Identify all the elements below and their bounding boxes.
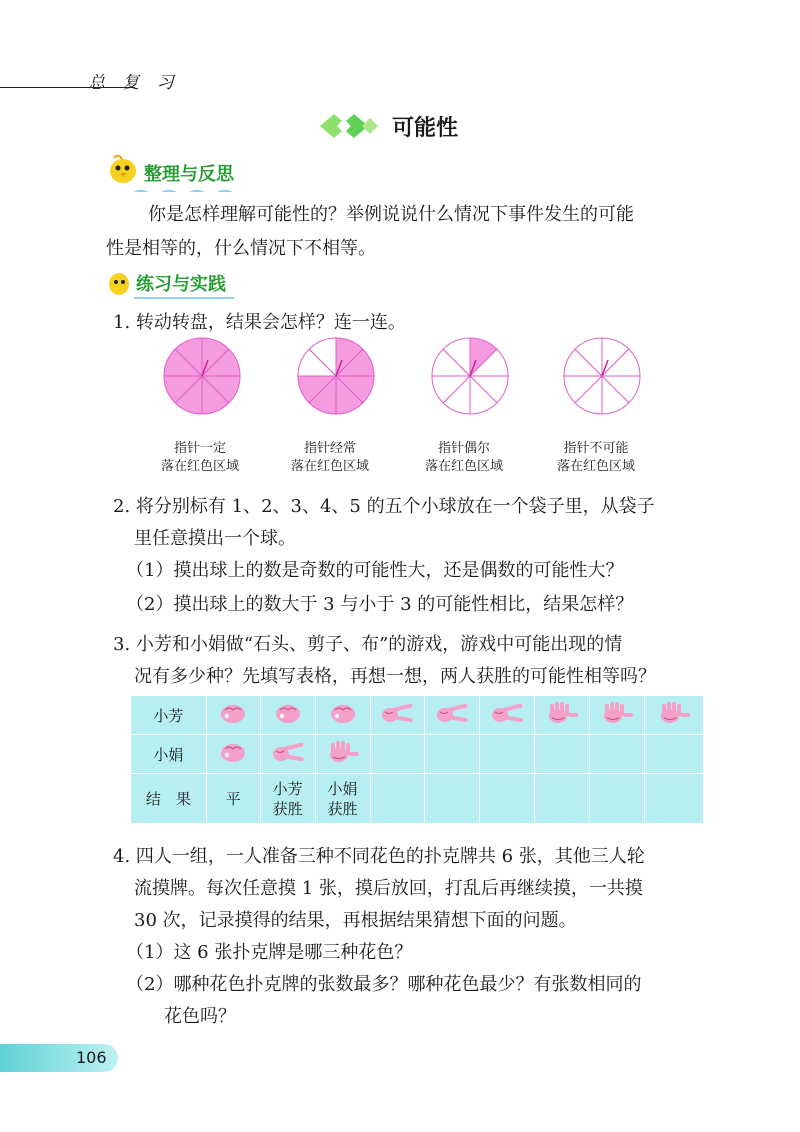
spinner-label-3 bbox=[414, 440, 514, 476]
spinner-label-4-line2: 落在红色区域 bbox=[556, 459, 635, 474]
fang-cell-3 bbox=[315, 696, 370, 735]
fang-cell-6 bbox=[480, 696, 535, 735]
q4-line-3: 30 次，记录摸得的结果，再根据结果猜想下面的问题。 bbox=[134, 910, 577, 931]
result-line-2: 获胜 bbox=[272, 799, 303, 818]
result-line-2: 获胜 bbox=[327, 799, 358, 818]
q2-sub-2: （2）摸出球上的数大于 3 与小于 3 的可能性相比，结果怎样？ bbox=[126, 594, 634, 615]
spinner-label-2-line1: 指针经常 bbox=[303, 441, 356, 456]
row-label-result: 结 果 bbox=[131, 774, 207, 824]
spinner-label-4 bbox=[546, 440, 646, 476]
spinner-label-3-line1: 指针偶尔 bbox=[437, 441, 490, 456]
juan-cell-9[interactable] bbox=[645, 735, 704, 774]
juan-cell-4[interactable] bbox=[370, 735, 425, 774]
fang-cell-7 bbox=[535, 696, 590, 735]
spinner-row bbox=[140, 336, 680, 426]
lesson-title-block bbox=[318, 110, 458, 142]
pencil-mascot-icon bbox=[106, 268, 132, 296]
rps-table bbox=[130, 695, 704, 824]
scissors-hand-icon bbox=[434, 700, 470, 726]
section-label-practice: 练习与实践 bbox=[136, 274, 226, 295]
q4-line-1: 4. 四人一组，一人准备三种不同花色的扑克牌共 6 张，其他三人轮 bbox=[113, 846, 645, 867]
header-rule bbox=[0, 87, 135, 88]
q4-line-2: 流摸牌。每次任意摸 1 张，摸后放回，打乱后再继续摸，一共摸 bbox=[134, 878, 643, 899]
result-cell-3 bbox=[315, 774, 370, 824]
juan-cell-2 bbox=[260, 735, 315, 774]
reflect-line-1: 你是怎样理解可能性的？举例说说什么情况下事件发生的可能 bbox=[148, 204, 634, 225]
q2-line-1: 2. 将分别标有 1、2、3、4、5 的五个小球放在一个袋子里，从袋子 bbox=[113, 496, 655, 517]
fang-cell-9 bbox=[645, 696, 704, 735]
spinner-rarely-icon bbox=[430, 336, 510, 416]
page-number-tab bbox=[0, 1044, 118, 1072]
result-cell-4[interactable] bbox=[370, 774, 425, 824]
row-label-fang: 小芳 bbox=[131, 696, 207, 735]
spinner-never-icon bbox=[562, 336, 642, 416]
result-cell-1 bbox=[206, 774, 260, 824]
wavy-underline bbox=[134, 189, 246, 192]
result-line-1: 平 bbox=[225, 789, 241, 808]
chapter-header: 总 复 习 bbox=[88, 73, 180, 93]
result-cell-9[interactable] bbox=[645, 774, 704, 824]
row-fang bbox=[131, 696, 704, 735]
scissors-hand-icon bbox=[379, 700, 415, 726]
fang-cell-2 bbox=[260, 696, 315, 735]
section-practice bbox=[106, 266, 226, 296]
fang-cell-1 bbox=[206, 696, 260, 735]
result-cell-7[interactable] bbox=[535, 774, 590, 824]
row-juan bbox=[131, 735, 704, 774]
fang-cell-5 bbox=[425, 696, 480, 735]
q3-line-1: 3. 小芳和小娟做“石头、剪子、布”的游戏，游戏中可能出现的情 bbox=[113, 634, 623, 655]
fang-cell-4 bbox=[370, 696, 425, 735]
result-line-1: 小娟 bbox=[327, 779, 358, 798]
spinner-label-2 bbox=[280, 440, 380, 476]
rps-table-wrap bbox=[130, 695, 704, 824]
section-reflect bbox=[106, 150, 234, 186]
spinner-always-icon bbox=[162, 336, 242, 416]
spinner-label-1-line1: 指针一定 bbox=[173, 441, 226, 456]
page-number: 106 bbox=[76, 1048, 107, 1067]
q4-sub-2b: 花色吗？ bbox=[164, 1006, 236, 1027]
juan-cell-8[interactable] bbox=[590, 735, 645, 774]
juan-cell-6[interactable] bbox=[480, 735, 535, 774]
result-cell-5[interactable] bbox=[425, 774, 480, 824]
spinner-label-4-line1: 指针不可能 bbox=[563, 441, 629, 456]
juan-cell-1 bbox=[206, 735, 260, 774]
scissors-hand-icon bbox=[489, 700, 525, 726]
diamond-ornament-icon bbox=[318, 113, 380, 139]
reflect-line-2: 性是相等的，什么情况下不相等。 bbox=[106, 238, 376, 259]
paper-hand-icon bbox=[599, 700, 635, 726]
q4-sub-2a: （2）哪种花色扑克牌的张数最多？哪种花色最少？有张数相同的 bbox=[126, 974, 642, 995]
result-cell-8[interactable] bbox=[590, 774, 645, 824]
section-underline bbox=[134, 297, 234, 299]
rock-hand-icon bbox=[215, 700, 251, 726]
row-label-juan: 小娟 bbox=[131, 735, 207, 774]
rock-hand-icon bbox=[270, 700, 306, 726]
q1-text: 1. 转动转盘，结果会怎样？连一连。 bbox=[113, 312, 406, 333]
result-line-1: 小芳 bbox=[272, 779, 303, 798]
rock-hand-icon bbox=[325, 700, 361, 726]
paper-hand-icon bbox=[325, 739, 361, 765]
q4-sub-1: （1）这 6 张扑克牌是哪三种花色？ bbox=[126, 942, 413, 963]
result-cell-2 bbox=[260, 774, 315, 824]
section-label-reflect: 整理与反思 bbox=[144, 164, 234, 185]
spinner-label-1-line2: 落在红色区域 bbox=[160, 459, 239, 474]
spinner-label-2-line2: 落在红色区域 bbox=[290, 459, 369, 474]
q2-sub-1: （1）摸出球上的数是奇数的可能性大，还是偶数的可能性大？ bbox=[126, 560, 624, 581]
spinner-often-icon bbox=[296, 336, 376, 416]
juan-cell-7[interactable] bbox=[535, 735, 590, 774]
row-result bbox=[131, 774, 704, 824]
scissors-hand-icon bbox=[270, 739, 306, 765]
q2-line-2: 里任意摸出一个球。 bbox=[134, 528, 296, 549]
spinner-label-1 bbox=[150, 440, 250, 476]
chick-mascot-icon bbox=[106, 152, 140, 186]
lesson-title: 可能性 bbox=[392, 115, 459, 141]
rock-hand-icon bbox=[215, 739, 251, 765]
paper-hand-icon bbox=[544, 700, 580, 726]
juan-cell-5[interactable] bbox=[425, 735, 480, 774]
paper-hand-icon bbox=[656, 700, 692, 726]
juan-cell-3 bbox=[315, 735, 370, 774]
fang-cell-8 bbox=[590, 696, 645, 735]
result-cell-6[interactable] bbox=[480, 774, 535, 824]
spinner-label-3-line2: 落在红色区域 bbox=[424, 459, 503, 474]
q3-line-2: 况有多少种？先填写表格，再想一想，两人获胜的可能性相等吗？ bbox=[134, 666, 656, 687]
